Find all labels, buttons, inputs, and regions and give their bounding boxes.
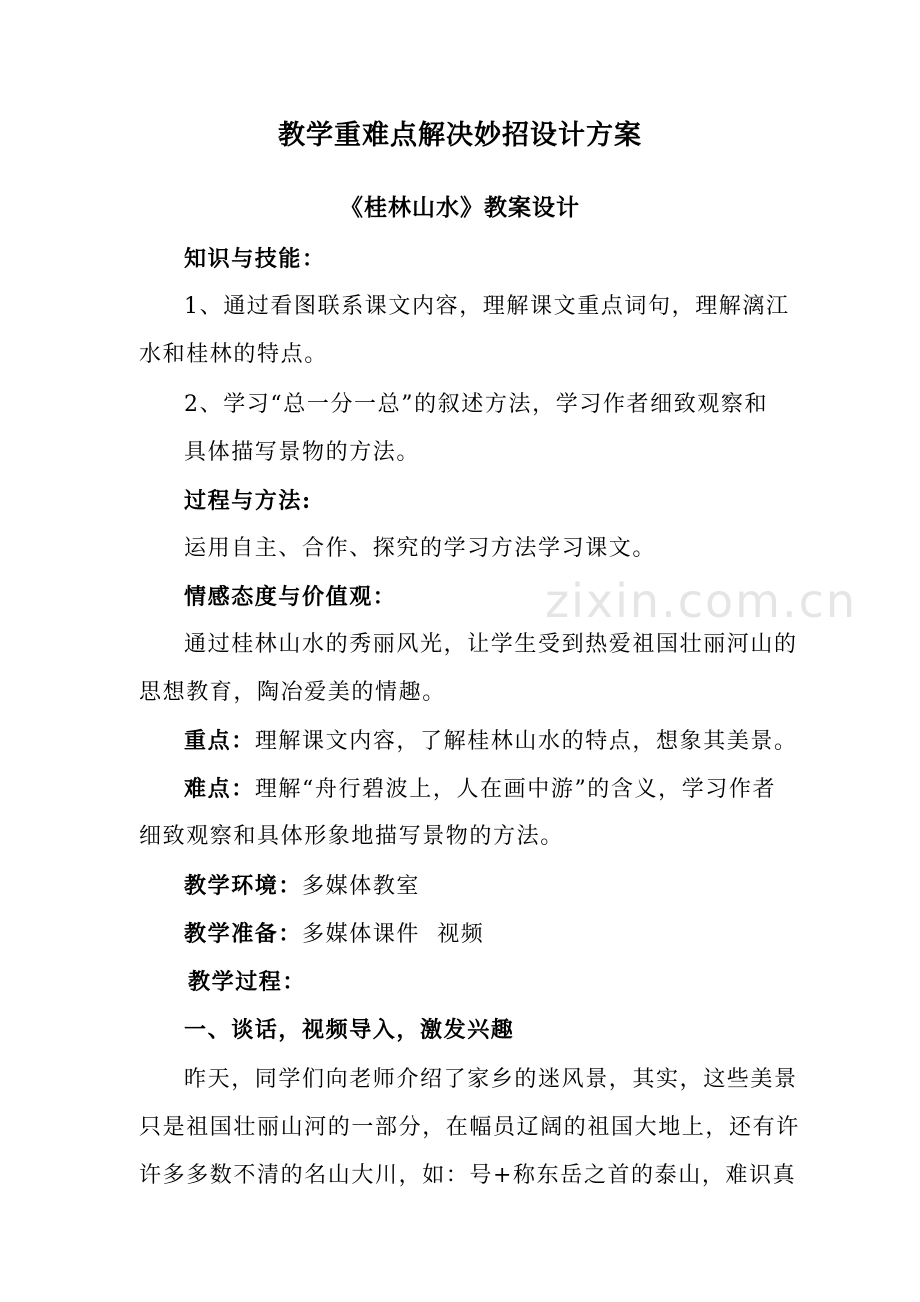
- watermark: zixin.com.cn: [545, 574, 858, 628]
- knowledge-item-2-line1: 2、学习“总一分一总”的叙述方法，学习作者细致观察和: [184, 392, 769, 417]
- section-1-line-3: 许多多数不清的名山大川，如：号+称东岳之首的泰山，难识真: [139, 1163, 797, 1188]
- emotion-line-1: 通过桂林山水的秀丽风光，让学生受到热爱祖国壮丽河山的: [184, 632, 798, 657]
- difficulty-text: 理解“舟行碧波上，人在画中游”的含义，学习作者: [254, 777, 777, 802]
- knowledge-item-1-line2: 水和桂林的特点。: [139, 342, 328, 367]
- section-1-line-2: 只是祖国壮丽山河的一部分，在幅员辽阔的祖国大地上，还有许: [139, 1115, 800, 1140]
- knowledge-item-2-line2: 具体描写景物的方法。: [184, 440, 421, 465]
- knowledge-item-1-line1: 1、通过看图联系课文内容，理解课文重点词句，理解漓江: [184, 294, 790, 319]
- document-subtitle: 《桂林山水》教案设计: [340, 194, 580, 221]
- document-title: 教学重难点解决妙招设计方案: [278, 120, 642, 151]
- process-heading: 过程与方法:: [184, 488, 312, 514]
- key-point-label: 重点：: [184, 728, 255, 754]
- preparation-text: 多媒体课件 视频: [302, 922, 485, 947]
- key-point-text: 理解课文内容，了解桂林山水的特点，想象其美景。: [254, 729, 798, 754]
- key-point: [184, 726, 798, 757]
- section-1-heading: 一、谈话，视频导入，激发兴趣: [184, 1017, 515, 1043]
- section-1-line-1: 昨天，同学们向老师介绍了家乡的迷风景，其实，这些美景: [184, 1067, 798, 1092]
- difficulty-label: 难点：: [184, 776, 255, 802]
- difficulty-line-2: 细致观察和具体形象地描写景物的方法。: [139, 824, 564, 849]
- knowledge-heading: 知识与技能：: [184, 246, 326, 272]
- teaching-process-heading: 教学过程：: [188, 969, 307, 995]
- preparation: [184, 919, 484, 950]
- difficulty-point: [184, 774, 776, 805]
- process-text: 运用自主、合作、探究的学习方法学习课文。: [184, 536, 657, 561]
- preparation-label: 教学准备：: [184, 921, 303, 947]
- environment-label: 教学环境：: [184, 873, 303, 899]
- emotion-line-2: 思想教育，陶冶爱美的情趣。: [139, 680, 446, 705]
- environment: [184, 871, 420, 902]
- environment-text: 多媒体教室: [302, 874, 421, 899]
- emotion-heading: 情感态度与价值观：: [184, 584, 397, 610]
